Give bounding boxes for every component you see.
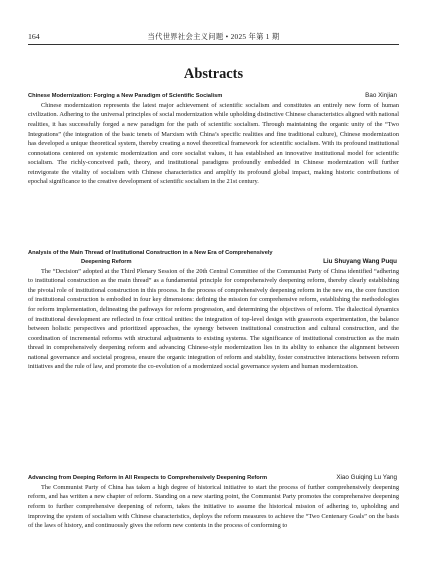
abstract-heading [28, 92, 399, 101]
abstract-body: The Communist Party of China has taken a high degree of historical initiative to start the process of further comprehensively deepening reform, and has written a new chapter of reform. Standing on a new starting point, the Communist Party promotes the comprehensive deepening reform to further comprehensive deepening of reform, takes the initiative to assume the historical mission of adhering to, upholding and improving the system of socialism with Chinese characteristics, deploys the reform measures to achieve the “Two Centenary Goals” on the basis of the laws of history, and continuously gives the reform new contents in the process of conforming to [28, 483, 399, 530]
abstract-heading [28, 249, 399, 267]
abstract-body: The “Decision” adopted at the Third Plenary Session of the 20th Central Committee of the Communist Party of China identified “adhering to institutional construction as the main thread” as a fundamental principle for comprehensively deepening reform, thereby clearly establishing the pivotal role of institutional construction in this process. In the process of comprehensively deepening reform in the new era, the core function of institutional construction is embodied in four key dimensions: defining the mission for comprehensive reform, establishing the methodologies for reform implementation, delineating the pathways for reform progression, and determining the objectives of reform. The dialectical dynamics of institutional development are reflected in four critical unities: the integration of top-level design with grassroots experimentation, the balance between holistic perspectives and prioritized approaches, the synergy between institutional construction and cultural construction, and the coordination of incremental reforms with structural adjustments to existing systems. The significance of institutional construction as the main thread in comprehensively deepening reform and advancing Chinese-style modernization lies in its ability to enhance the alignment between national governance and societal progress, ensure the organic integration of reform and stability, foster constructive interactions between reform initiatives and the rule of law, and promote the co-evolution of a modernized social governance system and human modernization. [28, 267, 399, 371]
abstract-2 [28, 249, 399, 372]
abstract-author: Liu Shuyang Wang Puqu [323, 257, 397, 265]
abstract-author: Xiao Guiqing Lu Yang [336, 474, 397, 481]
running-head [28, 32, 399, 45]
section-title: Abstracts [183, 66, 244, 82]
abstract-body: Chinese modernization represents the latest major achievement of scientific socialism and constitutes an entirely new form of human civilization. Adhering to the universal principles of social modernization while upholding distinctive Chinese characteristics aligned with national realities, it has successfully forged a new paradigm for the path of scientific socialism. Through maintaining the organic unity of the “Two Integrations” (the integration of the basic tenets of Marxism with China’s specific realities and fine traditional culture), Chinese modernization has developed a unique theoretical system, thereby creating a novel theoretical framework for scientific socialism. With its profound institutional connotations centered on systemic modernization and core socialist values, it has established an innovative institutional model for scientific socialism. The richly-conceived path, theory, and institutional paradigms profoundly embedded in Chinese modernization will further reinvigorate the vitality of socialism with Chinese characteristics and amplify its profound global impact, making historic contributions of epochal significance to the creative development of scientific socialism in the 21st century. [28, 101, 399, 186]
abstract-heading [28, 474, 399, 483]
abstract-title: Advancing from Deeping Reform in All Respects to Comprehensively Deepening Reform [28, 475, 268, 481]
abstract-title: Analysis of the Main Thread of Institutional Construction in a New Era of Comprehensively [28, 250, 273, 256]
journal-title: 当代世界社会主义问题 • 2025 年第 1 期 [147, 32, 280, 41]
abstract-title-line2: Deepening Reform [81, 258, 132, 265]
abstract-1 [28, 92, 399, 187]
abstract-title-continued [28, 258, 399, 267]
abstract-3 [28, 474, 399, 531]
abstract-author: Bao Xinjian [365, 92, 397, 99]
page-number: 164 [28, 32, 40, 41]
abstract-title: Chinese Modernization: Forging a New Paradigm of Scientific Socialism [28, 93, 223, 99]
